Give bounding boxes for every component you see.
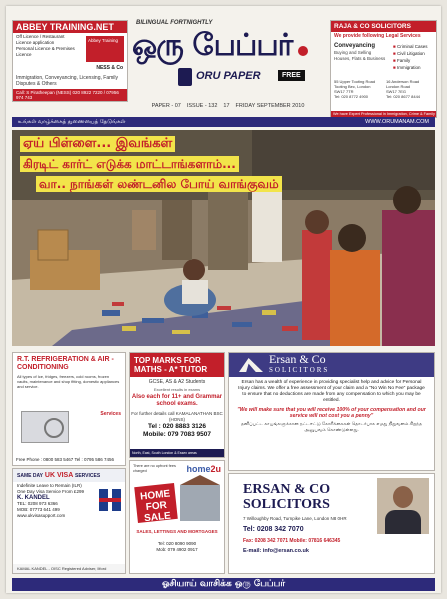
free-badge: FREE (278, 70, 305, 81)
raja-conveyancing (334, 43, 386, 62)
home2u-tel: Tel: 020 8090 9090 (157, 541, 197, 546)
ersan-body: Ersan has a wealth of experience in providing specialist help and advice for Personal Injury claims. We offer a free assessment of your claim and a "No Win No Fee" package to ensure that no deductions are made from any compensation to which you may be entitled. (238, 380, 425, 403)
abbey-line: Personal Licence & Premises Licence (16, 46, 75, 57)
maths-title: TOP MARKS FOR MATHS - A* TUTOR (130, 353, 224, 377)
rt-refrigeration-ad[interactable] (12, 352, 126, 466)
ness-brand: NESS & Co (96, 65, 123, 71)
office-line: London Road (386, 84, 411, 89)
issue-day: 17 (223, 102, 230, 109)
raja-footer: We have Expert Professional in Immigration, Crime & Family (333, 112, 435, 116)
ersan-solicitors-ad[interactable] (228, 352, 435, 471)
maths-mobile: Mobile: 079 7083 9507 (143, 431, 211, 438)
raja-office-1 (334, 79, 382, 99)
ersan-logo-icon (239, 358, 263, 372)
office-line: Tel: 020 8677 8444 (386, 94, 421, 99)
raja-solicitors-ad[interactable] (330, 20, 437, 118)
visa-line: Indefinite Leave to Remain (ILR) (17, 483, 82, 488)
issue-date: FRIDAY SEPTEMBER 2010 (235, 102, 305, 109)
visa-consultant: K. KANDEL (17, 495, 50, 501)
home2u-logo-b: 2u (210, 464, 221, 474)
masthead-dot-icon (298, 46, 308, 56)
office-line: Tooting Bec, London (334, 84, 371, 89)
visa-title-main: UK VISA (44, 472, 74, 479)
raja-practice-areas (393, 43, 427, 71)
ersan-contact-ad[interactable] (228, 473, 435, 574)
visa-title-prefix: SAME DAY (17, 473, 43, 479)
home2u-logo (186, 464, 221, 474)
ersan-brand-name: Ersan & Co (269, 352, 326, 366)
abbey-services: Immigration, Conveyancing, Licensing, Family Disputes & Others (16, 75, 118, 87)
maths-classes: Also each for 11+ and Grammar school exams. (131, 394, 223, 407)
house-icon (180, 485, 220, 521)
cover-photo (12, 130, 435, 346)
office-line: 55 Upper Tooting Road (334, 79, 376, 84)
abbey-line: Off Licence / Restaurant (16, 34, 65, 39)
banner-url[interactable]: WWW.ORUMANAM.COM (365, 119, 429, 125)
abbey-training-ad[interactable] (12, 20, 128, 102)
maths-gcse: GCSE, AS & A2 Students (148, 379, 206, 385)
ersan-quote: "We will make sure that you will receive 100% of your compensation and our service will not cost you a penny" (237, 407, 426, 419)
home2u-ad[interactable] (129, 460, 225, 574)
ersan-header (229, 353, 434, 377)
raja-title: RAJA & CO SOLICITORS (331, 21, 436, 32)
raja-area: ■ Civil Litigation (393, 50, 427, 57)
home2u-contacts (130, 541, 224, 553)
issue-number: ISSUE - 132 (186, 102, 218, 109)
home2u-logo-a: home (186, 464, 211, 474)
raja-area: ■ Immigration (393, 64, 427, 71)
issue-info (130, 100, 326, 111)
ac-unit-icon (21, 411, 69, 443)
visa-title-suffix: SERVICES (74, 473, 101, 479)
headline-line-2: கிரடிட் கார்ட் எடுக்க மாட்டாங்களாம்... (20, 156, 239, 172)
office-line: SW17 7TR (334, 89, 354, 94)
raja-office-2 (386, 79, 434, 99)
footer-slogan: ஓசியாய் வாசிக்க ஒரு பேப்பர் (12, 578, 435, 591)
home2u-note: There are no upfront fees charged (133, 464, 176, 473)
raja-conv-text: Buying and Selling Houses, Flats & Business (334, 50, 386, 61)
masthead-tagline: BILINGUAL FORTNIGHTLY (136, 20, 213, 26)
ersan2-tel: Tel: 0208 342 7070 (243, 526, 304, 533)
abbey-line: Licence application (16, 40, 55, 45)
rt-services: Services (100, 411, 121, 417)
home2u-mob: Mob: 079 4902 0917 (156, 547, 198, 552)
newspaper-front-page (6, 6, 441, 593)
maths-details: For further details call KAMALANATHAN BSC (HONS) (131, 411, 223, 422)
raja-area: ■ Criminal Cases (393, 43, 427, 50)
ersan-brand (269, 354, 329, 376)
home2u-services: SALES, LETTINGS AND MORTGAGES (136, 529, 218, 534)
visa-title (13, 469, 125, 482)
ersan2-address: 7 Willoughby Road, Turnpike Lane, London N8 0HR (243, 516, 347, 521)
visa-footer: KAMAL KANDEL - OISC Registered Adviser, Ilford (13, 564, 125, 573)
masthead-title: ஒரு பேப்பர் (132, 28, 293, 63)
union-flag-icon (99, 489, 121, 511)
maths-star: Excellent results in exams (153, 387, 201, 392)
ersan2-fax: Fax: 0208 342 7071 Mobile: 07816 646345 (243, 538, 341, 544)
visa-website[interactable]: www.ukvisasupport.com (17, 513, 66, 518)
ersan2-title: ERSAN & CO SOLICITORS (243, 482, 331, 512)
banner-text: உங்கள் வாழ்க்கைத் துணையைத் தேடுங்கள் (18, 118, 126, 125)
abbey-phone: Call: S Piratheepan (NESS) 020 8922 7220 / 07956 974 743 (13, 89, 127, 101)
ersan-tamil-text: தனிப்பட்ட காயங்களுக்கான நட்டஈட்டு கோரிக்கைகள் தொடர்பாக எமது நிறுவனம் சிறந்த அனுபவம் கொண்டுள்ளது. (240, 421, 423, 432)
abbey-logo: Abbey Training (86, 36, 124, 62)
visa-line: One Day Visa Service From £299 (17, 489, 84, 494)
visa-tel: TEL: 0208 973 6366 (17, 501, 58, 506)
abbey-title: ABBEY TRAINING.NET (13, 21, 127, 33)
raja-conv-label: Conveyancing (334, 43, 376, 49)
visa-mob: MOB: 07773 641 499 (17, 507, 60, 512)
headline-line-1: ஏய் பிள்ளை... இவங்கள் (20, 136, 175, 152)
rt-description: All types of Ice, fridges, freezers, cold rooms, frozen vaults, maintenance and shop fitting, domestic appliances and service. (17, 374, 120, 389)
ersan2-email[interactable]: E-mail: info@ersan.co.uk (243, 548, 309, 554)
office-line: Tel: 020 8772 4900 (334, 94, 369, 99)
rt-phone: Free Phone : 0800 583 5467 Tel : 0795 586 7456 (16, 457, 114, 462)
ersan-brand-sub: SOLICITORS (269, 366, 330, 374)
maths-tutor-ad[interactable] (129, 352, 225, 458)
bin-logo-icon (178, 68, 192, 86)
for-sale-sign: HOME FOR SALE (134, 483, 178, 523)
raja-area: ■ Family (393, 57, 427, 64)
raja-subtitle: We provide following Legal Services (334, 33, 421, 39)
maths-areas: North, East, South London & Essex areas (130, 449, 224, 457)
headline-line-3: வா.. நாங்கள் லண்டனில போய் வாங்குவம் (36, 176, 282, 192)
masthead-subtitle: ORU PAPER (196, 70, 261, 82)
office-line: 16 Anderson Road (386, 79, 420, 84)
maths-tel: Tel : 020 8883 3126 (147, 423, 207, 430)
rt-title: R.T. REFRIGERATION & AIR - CONDITIONING (17, 356, 114, 371)
abbey-lines (13, 33, 85, 59)
solicitor-portrait (377, 478, 429, 534)
paper-number: PAPER - 07 (151, 102, 181, 109)
matrimony-banner[interactable] (12, 117, 435, 127)
uk-visa-ad[interactable] (12, 468, 126, 574)
office-line: SW17 7EG (386, 89, 407, 94)
